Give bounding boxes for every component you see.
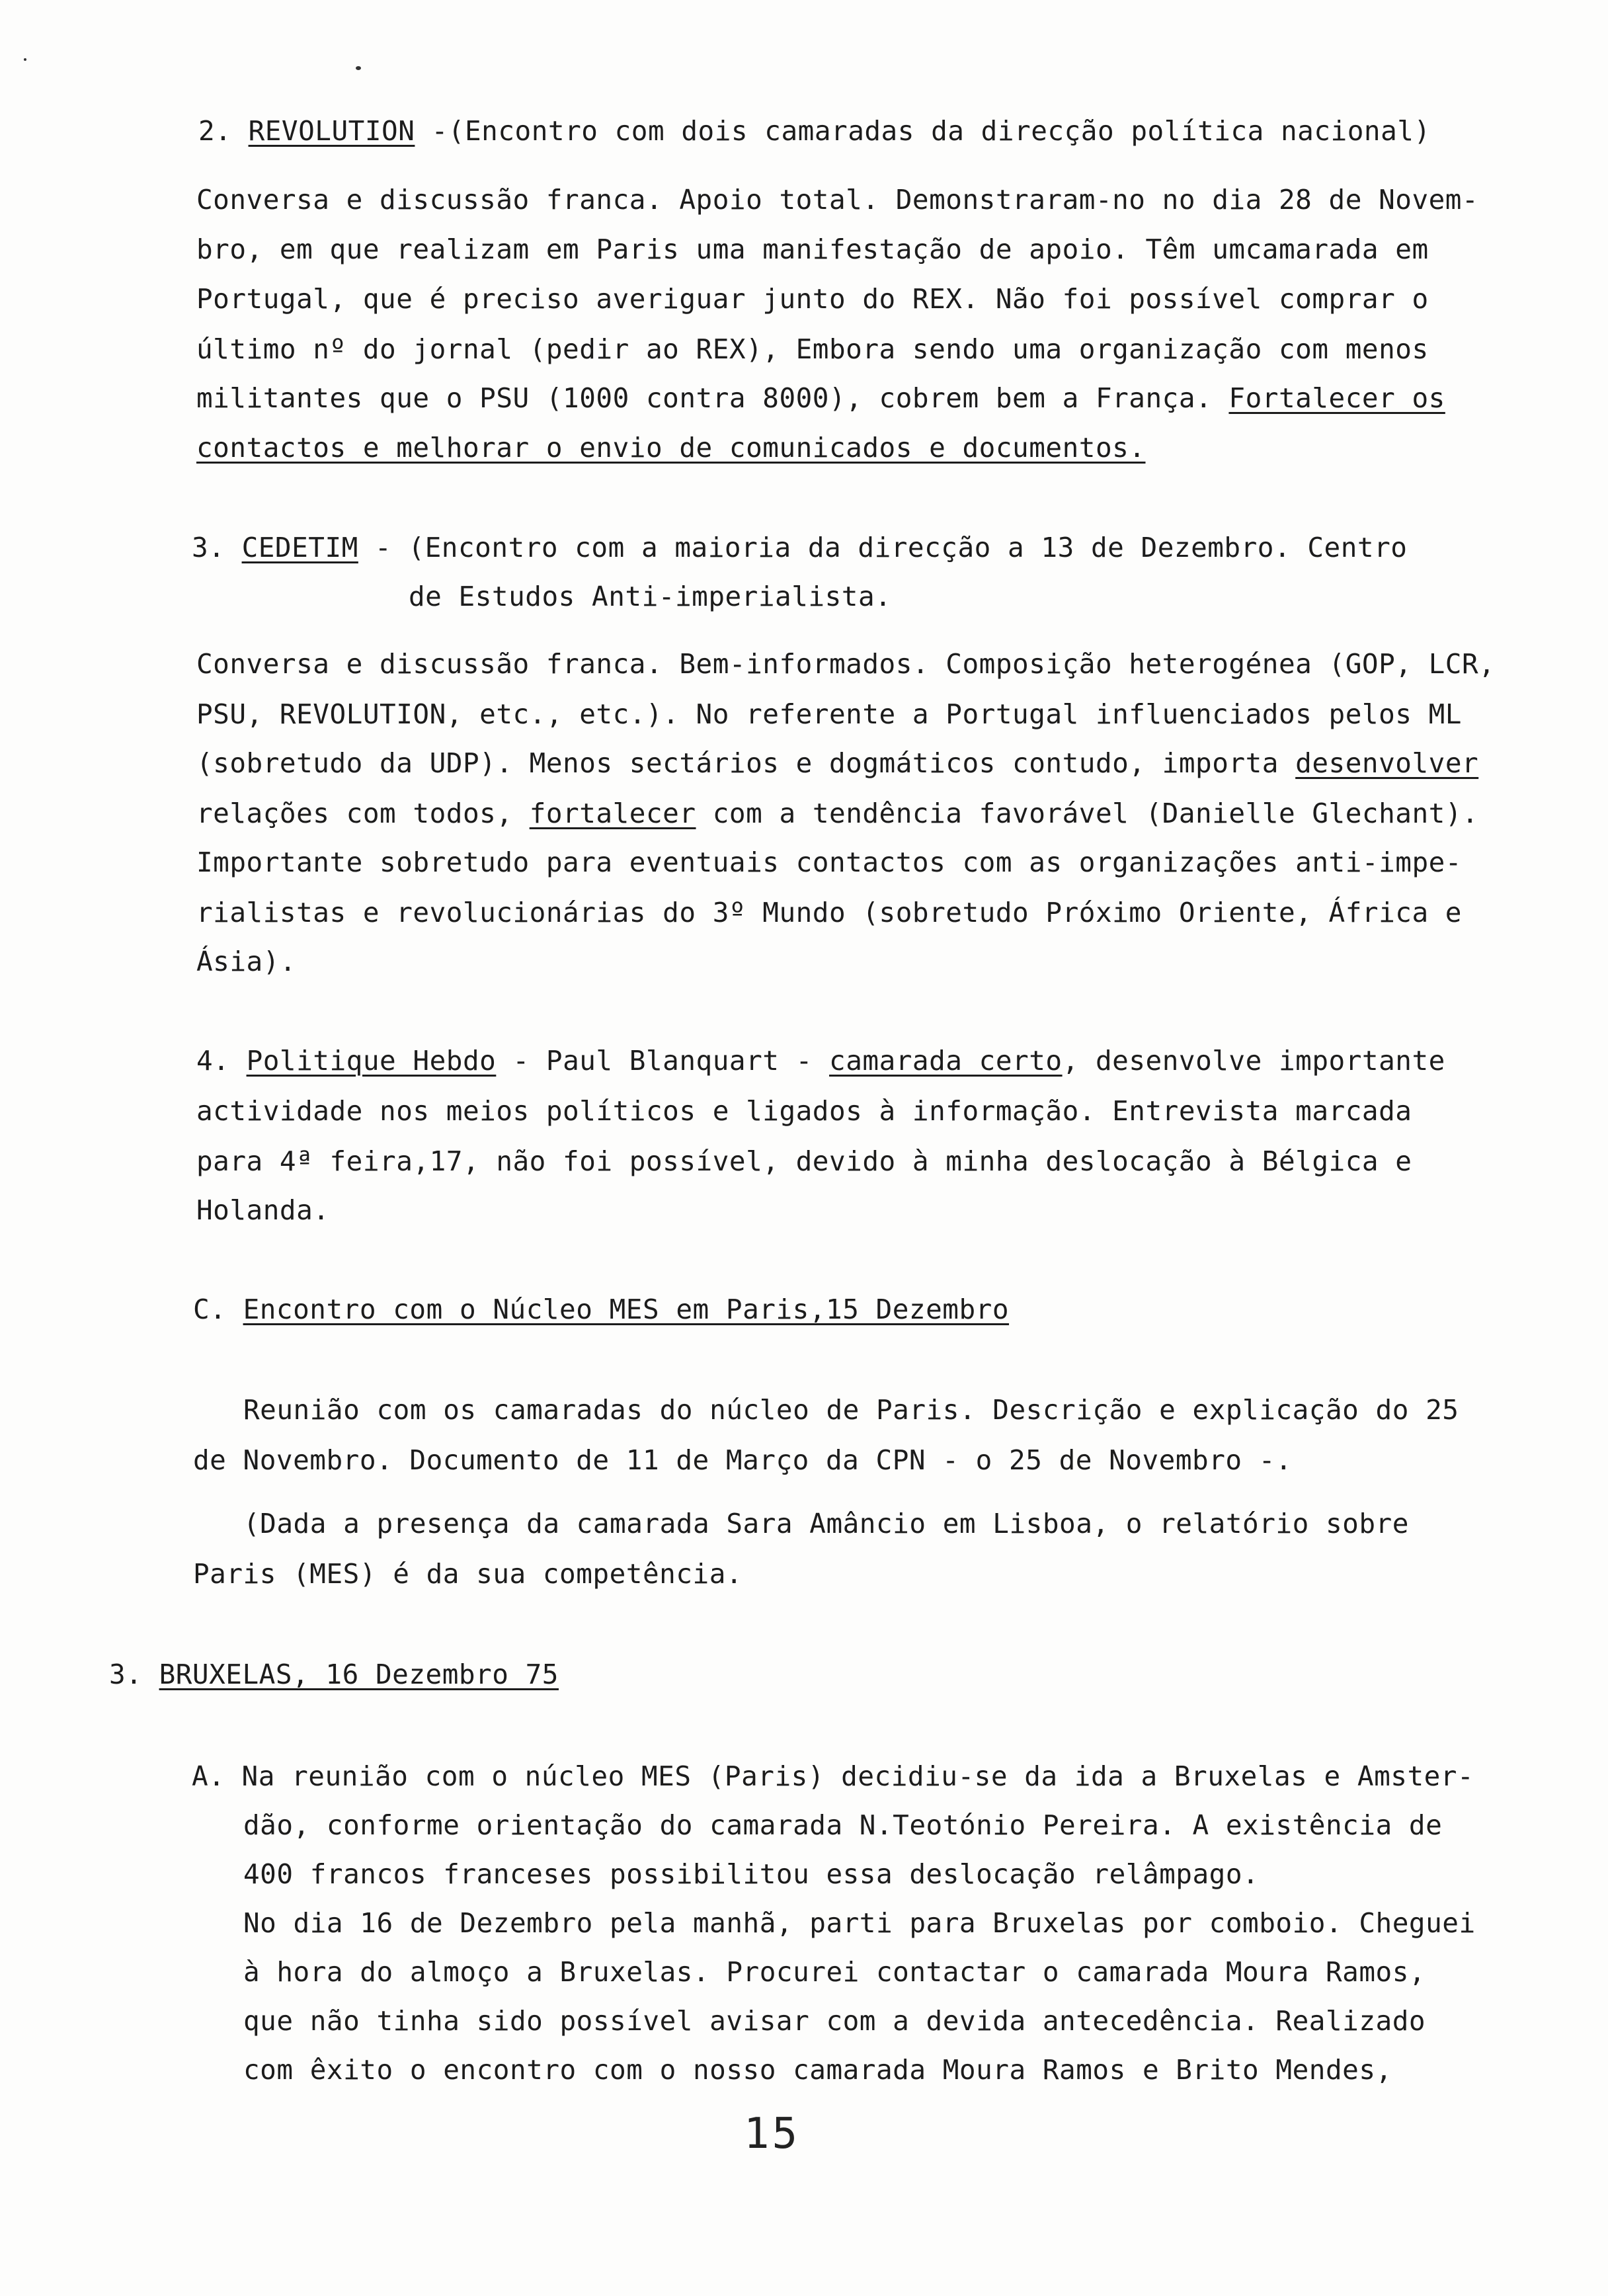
paragraph-line: 400 francos franceses possibilitou essa deslocação relâmpago.: [243, 1858, 1260, 1890]
paragraph-line: (Dada a presença da camarada Sara Amâncio em Lisboa, o relatório sobre: [243, 1508, 1409, 1539]
paragraph-line: [196, 747, 1479, 779]
text-run: militantes que o PSU (1000 contra 8000), cobrem bem a França.: [196, 382, 1229, 414]
section-number: 3.: [109, 1659, 159, 1690]
paragraph-line: para 4ª feira,17, não foi possível, devido à minha deslocação à Bélgica e: [196, 1145, 1412, 1177]
paragraph-line: último nº do jornal (pedir ao REX), Embora sendo uma organização com menos: [196, 333, 1429, 365]
bruxelas-title: BRUXELAS, 16 Dezembro 75: [159, 1659, 559, 1690]
underlined-text: Fortalecer os: [1228, 382, 1445, 414]
paragraph-line: Paris (MES) é da sua competência.: [193, 1558, 743, 1590]
underlined-text: camarada certo: [829, 1045, 1063, 1077]
paragraph-line: PSU, REVOLUTION, etc., etc.). No referente a Portugal influenciados pelos ML: [196, 698, 1462, 730]
section-c-heading: [193, 1293, 1010, 1325]
heading-rest: - (Encontro com a maioria da direcção a 13 de Dezembro. Centro: [358, 532, 1408, 563]
cedetim-title: CEDETIM: [241, 532, 358, 563]
section-number: 3.: [192, 532, 242, 563]
text-run: - Paul Blanquart -: [496, 1045, 830, 1077]
paragraph-line: Importante sobretudo para eventuais contactos com as organizações anti-impe-: [196, 846, 1462, 878]
page-number: 15: [744, 2110, 801, 2158]
text-run: relações com todos,: [196, 798, 530, 829]
paragraph-line: Holanda.: [196, 1194, 330, 1226]
politique-hebdo-title: Politique Hebdo: [246, 1045, 497, 1077]
paragraph-line: [196, 800, 1478, 827]
paragraph-line: [196, 382, 1445, 414]
paragraph-line: Ásia).: [196, 946, 297, 977]
section-3-heading: [192, 534, 1407, 561]
paragraph-line: bro, em que realizam em Paris uma manifestação de apoio. Têm umcamarada em: [196, 233, 1429, 265]
heading-continuation: de Estudos Anti-imperialista.: [409, 581, 892, 612]
bruxelas-heading: [109, 1661, 559, 1688]
text-run: (sobretudo da UDP). Menos sectários e dogmáticos contudo, importa: [196, 747, 1296, 779]
section-2-heading: [198, 115, 1431, 147]
paragraph-line: Reunião com os camaradas do núcleo de Paris. Descrição e explicação do 25: [243, 1394, 1459, 1426]
paragraph-line: rialistas e revolucionárias do 3º Mundo (sobretudo Próximo Oriente, África e: [196, 897, 1462, 928]
section-4-heading: [196, 1047, 1445, 1075]
paragraph-line: Conversa e discussão franca. Apoio total. Demonstraram-no no dia 28 de Novem-: [196, 184, 1479, 216]
paragraph-line: de Novembro. Documento de 11 de Março da CPN - o 25 de Novembro -.: [193, 1444, 1293, 1476]
paragraph-line: Portugal, que é preciso averiguar junto do REX. Não foi possível comprar o: [196, 283, 1429, 315]
paragraph-line: actividade nos meios políticos e ligados à informação. Entrevista marcada: [196, 1095, 1412, 1127]
underlined-line: contactos e melhorar o envio de comunicados e documentos.: [196, 432, 1146, 464]
section-c-title: Encontro com o Núcleo MES em Paris,15 Dezembro: [243, 1293, 1010, 1325]
underlined-text: desenvolver: [1295, 747, 1479, 779]
text-run: , desenvolve importante: [1062, 1045, 1445, 1077]
scan-speck: [356, 66, 361, 70]
section-number: 4.: [196, 1045, 247, 1077]
paragraph-line: à hora do almoço a Bruxelas. Procurei contactar o camarada Moura Ramos,: [243, 1956, 1426, 1988]
section-number: 2.: [198, 115, 249, 147]
paragraph-line: com êxito o encontro com o nosso camarada Moura Ramos e Brito Mendes,: [243, 2054, 1392, 2086]
text-run: com a tendência favorável (Danielle Glechant).: [696, 798, 1479, 829]
scan-speck: [24, 58, 26, 61]
paragraph-line: No dia 16 de Dezembro pela manhã, parti para Bruxelas por comboio. Cheguei: [243, 1907, 1476, 1939]
paragraph-line: que não tinha sido possível avisar com a devida antecedência. Realizado: [243, 2005, 1426, 2037]
heading-rest: -(Encontro com dois camaradas da direcção política nacional): [415, 115, 1431, 147]
paragraph-line: Conversa e discussão franca. Bem-informados. Composição heterogénea (GOP, LCR,: [196, 648, 1496, 680]
revolution-title: REVOLUTION: [248, 115, 415, 147]
paragraph-line: dão, conforme orientação do camarada N.Teotónio Pereira. A existência de: [243, 1809, 1443, 1841]
paragraph-line: A. Na reunião com o núcleo MES (Paris) decidiu-se da ida a Bruxelas e Amster-: [192, 1760, 1474, 1792]
section-letter: C.: [193, 1293, 243, 1325]
underlined-text: fortalecer: [529, 798, 696, 829]
